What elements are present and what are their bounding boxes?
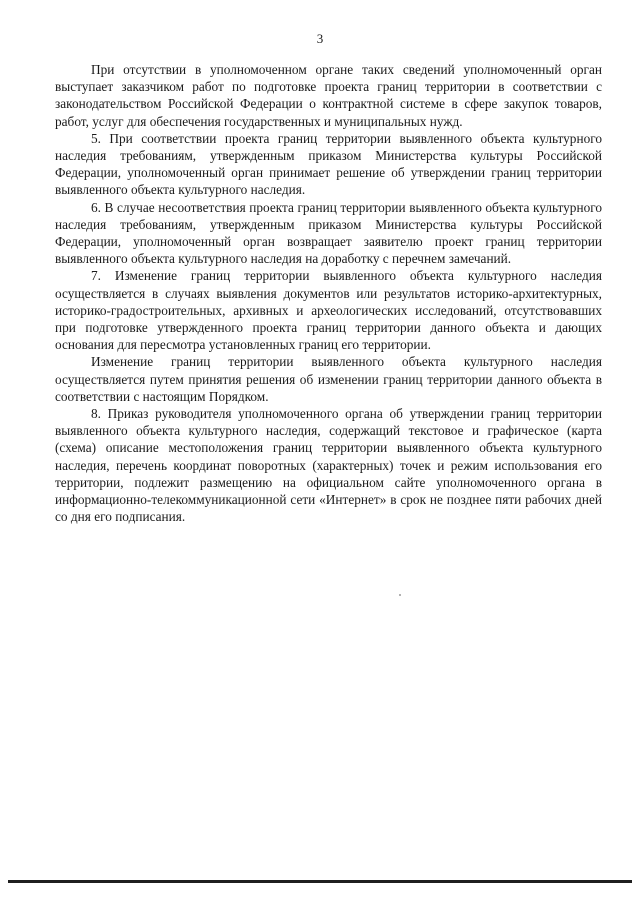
document-body [55, 61, 602, 525]
paragraph-contracting: При отсутствии в уполномоченном органе таких сведений уполномоченный орган выступает заказчиком работ по подготовке проекта границ территории в соответствии с законодательством Российской Федерации о контрактной системе в сфере закупок товаров, работ, услуг для обеспечения государственных и муниципальных нужд. [55, 62, 602, 129]
scan-speck [399, 594, 401, 596]
page-bottom-rule [8, 880, 632, 883]
paragraph-item-7: 7. Изменение границ территории выявленного объекта культурного наследия осуществляется в случаях выявления документов или результатов историко-архитектурных, историко-градостроительных, архивных и археологических исследований, отсутствовавших при подготовке утвержденного проекта границ территории данного объекта и дающих основания для пересмотра установленных границ его территории. [55, 268, 602, 353]
page-number: 3 [316, 31, 324, 46]
paragraph-item-5: 5. При соответствии проекта границ территории выявленного объекта культурного наследия требованиям, утвержденным приказом Министерства культуры Российской Федерации, уполномоченный орган принимает решение об утверждении границ территории выявленного объекта культурного наследия. [55, 130, 602, 198]
paragraph-item-6: 6. В случае несоответствия проекта границ территории выявленного объекта культурного наследия требованиям, утвержденным приказом Министерства культуры Российской Федерации, уполномоченный орган возвращает заявителю проект границ территории выявленного объекта культурного наследия на доработку с перечнем замечаний. [55, 199, 602, 267]
paragraph-item-7-continued: Изменение границ территории выявленного объекта культурного наследия осуществляется путем принятия решения об изменении границ территории данного объекта в соответствии с настоящим Порядком. [55, 354, 602, 404]
paragraph-item-8: 8. Приказ руководителя уполномоченного органа об утверждении границ территории выявленного объекта культурного наследия, содержащий текстовое и графическое (карта (схема) описание местоположения границ территории выявленного объекта культурного наследия, перечень координат поворотных (характерных) точек и режим использования его территории, подлежит размещению на официальном сайте уполномоченного органа в информационно-телекоммуникационной сети «Интернет» в срок не позднее пяти рабочих дней со дня его подписания. [55, 406, 602, 525]
